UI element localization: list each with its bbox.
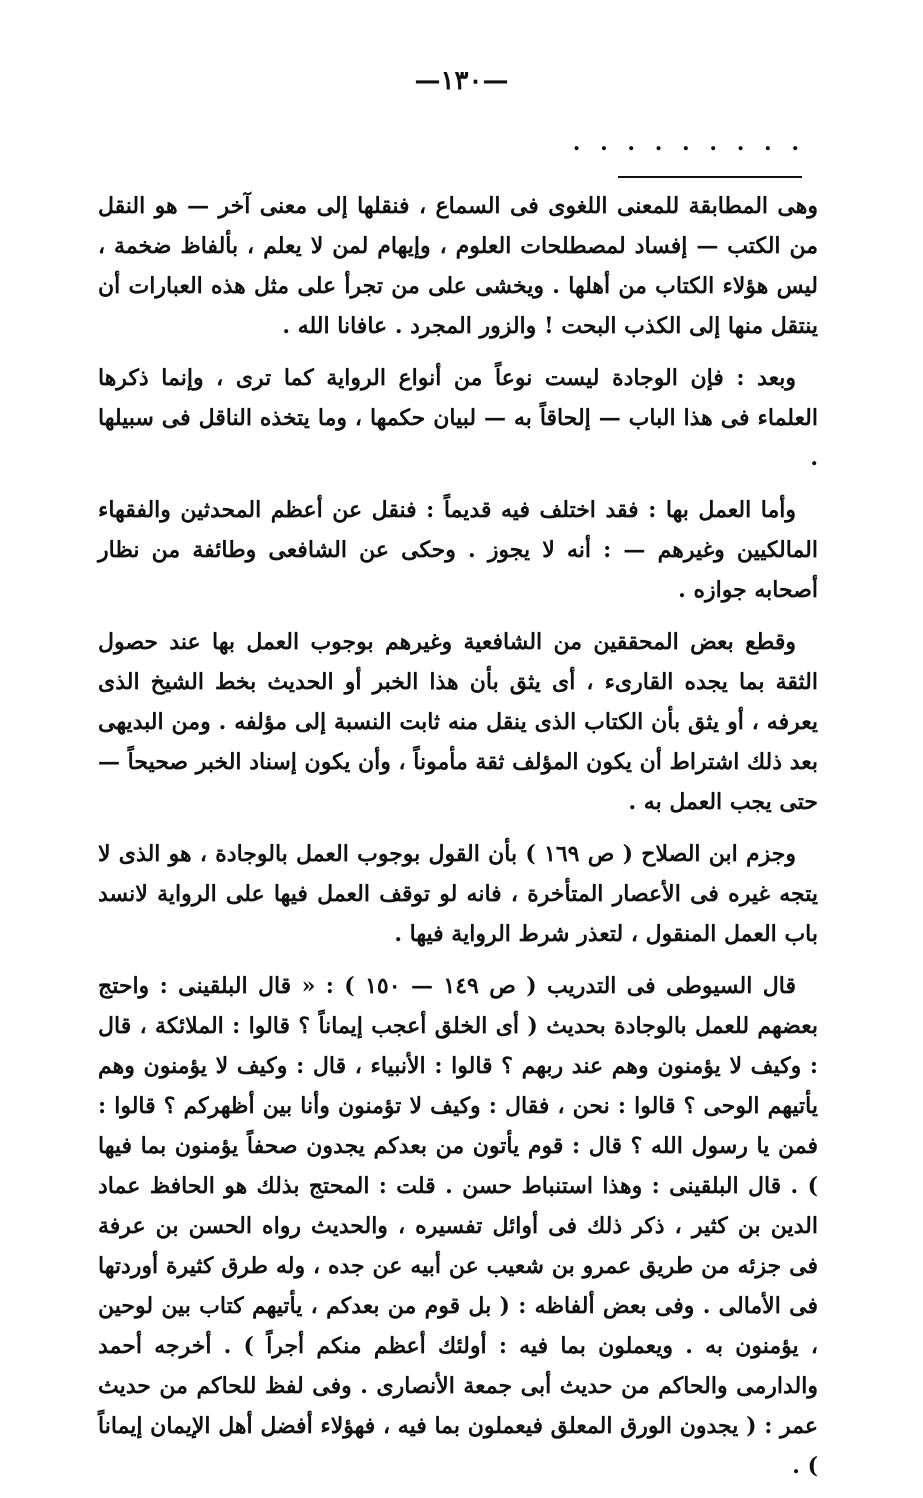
page-number: —١٣٠—	[414, 66, 509, 96]
continuation-dots: . . . . . . . . .	[572, 130, 805, 156]
paragraph-6: قال السيوطى فى التدريب ( ص ١٤٩ — ١٥٠ ) : « قال البلقينى : واحتج بعضهم للعمل بالوجادة بحديث ( أى الخلق أعجب إيماناً ؟ قالوا : الملائكة ، قال : وكيف لا يؤمنون وهم عند ربهم ؟ قالوا : الأنبياء ، قال : وكيف لا يؤمنون وهم يأتيهم الوحى ؟ قالوا : نحن ، فقال : وكيف لا تؤمنون وأنا بين أظهركم ؟ قالوا : فمن يا رسول الله ؟ قال : قوم يأتون من بعدكم يجدون صحفاً يؤمنون بما فيها ) . قال البلقينى : وهذا استنباط حسن . قلت : المحتج بذلك هو الحافظ عماد الدين بن كثير ، ذكر ذلك فى أوائل تفسيره ، والحديث رواه الحسن بن عرفة فى جزئه من طريق عمرو بن شعيب عن أبيه عن جده ، وله طرق كثيرة أوردتها فى الأمالى . وفى بعض ألفاظه : ( بل قوم من بعدكم ، يأتيهم كتاب بين لوحين ، يؤمنون به . ويعملون بما فيه : أولئك أعظم منكم أجراً ) . أخرجه أحمد والدارمى والحاكم من حديث أبى جمعة الأنصارى . وفى لفظ للحاكم من حديث عمر : ( يجدون الورق المعلق فيعملون بما فيه ، فهؤلاء أفضل أهل الإيمان إيماناً ) .	[98, 973, 818, 1479]
paragraph-1: وهى المطابقة للمعنى اللغوى فى السماع ، فنقلها إلى معنى آخر — هو النقل من الكتب — إفساد لمصطلحات العلوم ، وإيهام لمن لا يعلم ، بألفاظ ضخمة ، ليس هؤلاء الكتاب من أهلها . ويخشى على من تجرأ على مثل هذه العبارات أن ينتقل منها إلى الكذب البحت ! والزور المجرد . عافانا الله .	[98, 193, 818, 339]
footnote-separator-rule	[618, 176, 802, 178]
paragraph-4: وقطع بعض المحققين من الشافعية وغيرهم بوجوب العمل بها عند حصول الثقة بما يجده القارىء ، أى يثق بأن هذا الخبر أو الحديث بخط الشيخ الذى يعرفه ، أو يثق بأن الكتاب الذى ينقل منه ثابت النسبة إلى مؤلفه . ومن البديهى بعد ذلك اشتراط أن يكون المؤلف ثقة مأموناً ، وأن يكون إسناد الخبر صحيحاً — حتى يجب العمل به .	[98, 629, 818, 815]
paragraph-5: وجزم ابن الصلاح ( ص ١٦٩ ) بأن القول بوجوب العمل بالوجادة ، هو الذى لا يتجه غيره فى الأعصار المتأخرة ، فانه لو توقف العمل فيها على الرواية لانسد باب العمل المنقول ، لتعذر شرط الرواية فيها .	[98, 841, 818, 947]
paragraph-3: وأما العمل بها : فقد اختلف فيه قديماً : فنقل عن أعظم المحدثين والفقهاء المالكيين وغيرهم — : أنه لا يجوز . وحكى عن الشافعى وطائفة من نظار أصحابه جوازه .	[98, 497, 818, 603]
paragraph-2: وبعد : فإن الوجادة ليست نوعاً من أنواع الرواية كما ترى ، وإنما ذكرها العلماء فى هذا الباب — إلحاقاً به — لبيان حكمها ، وما يتخذه الناقل فى سبيلها .	[98, 365, 818, 471]
body-text	[98, 186, 818, 1498]
